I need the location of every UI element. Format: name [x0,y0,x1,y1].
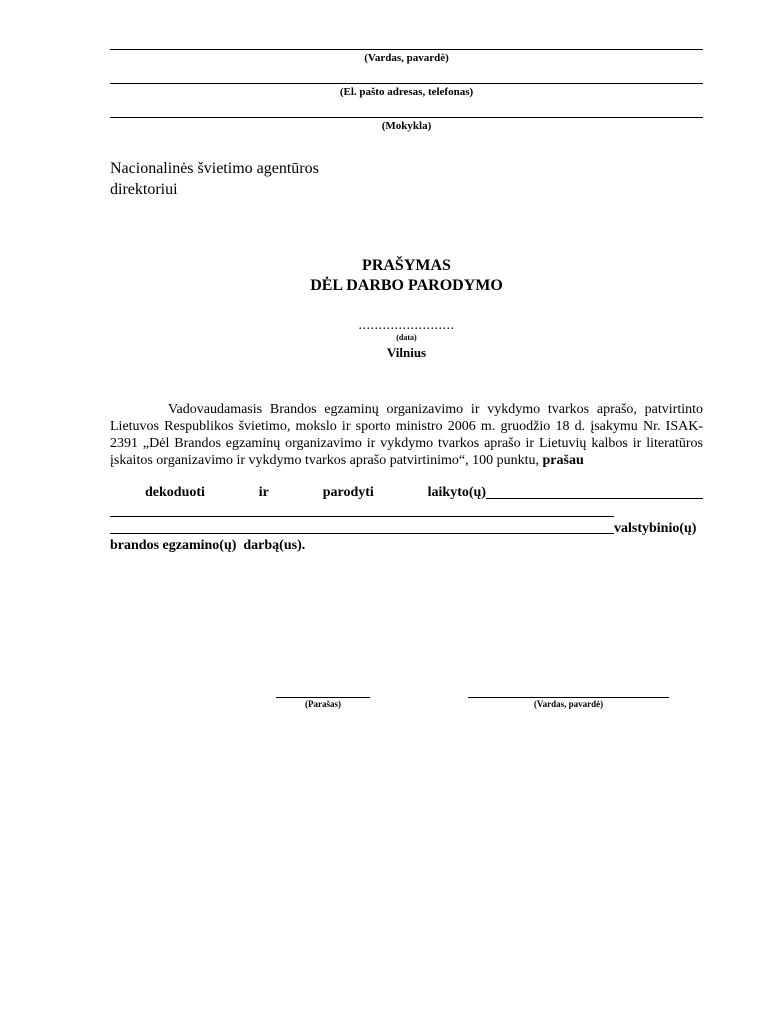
request-verb: prašau [542,453,584,468]
addressee-line-2: direktoriui [110,181,178,198]
name-field-caption: (Vardas, pavardė) [364,52,449,64]
request-word-decode: dekoduoti [145,485,205,500]
date-field[interactable]: ........................ [358,318,455,333]
request-paragraph-text: Vadovaudamasis Brandos egzaminų organizavimo ir vykdymo tvarkos aprašo, patvirtinto Lietuvos Respublikos švietimo, mokslo ir sporto ministro 2006 m. gruodžio 18 d. įsakymu Nr. ISAK-2391 „Dėl Brandos egzaminų organizavimo ir vykdymo tvarkos aprašo ir Lietuvių kalbos ir literatūros įskaitos organizavimo ir vykdymo tvarkos aprašo patvirtinimo“, 100 punktu, [110,402,703,468]
name-field-line[interactable] [110,49,703,50]
addressee-line-1: Nacionalinės švietimo agentūros [110,160,319,177]
school-field-line[interactable] [110,117,703,118]
document-subtitle: DĖL DARBO PARODYMO [310,277,503,294]
contact-field-line[interactable] [110,83,703,84]
request-word-taken: laikyto(ų) [427,485,486,500]
exam-subject-blank-1[interactable] [486,498,703,499]
signer-name-caption: (Vardas, pavardė) [533,699,604,709]
addressee-block [110,158,430,200]
city-name: Vilnius [386,345,427,360]
exam-subject-blank-3[interactable] [110,533,614,534]
date-caption: (data) [396,333,417,342]
exam-subject-blank-2[interactable] [110,516,614,517]
document-title: PRAŠYMAS [362,257,451,274]
signature-caption: (Parašas) [305,699,341,709]
request-word-show: parodyti [322,485,374,500]
request-word-and: ir [258,485,269,500]
school-field-caption: (Mokykla) [381,120,432,132]
request-paragraph [110,401,703,469]
signer-name-line[interactable] [468,697,669,698]
signature-line[interactable] [276,697,370,698]
contact-field-caption: (El. pašto adresas, telefonas) [339,86,474,98]
request-action-row [145,484,486,501]
state-exam-word: valstybinio(ų) [614,521,697,536]
exam-work-phrase: brandos egzamino(ų) darbą(us). [110,538,306,553]
